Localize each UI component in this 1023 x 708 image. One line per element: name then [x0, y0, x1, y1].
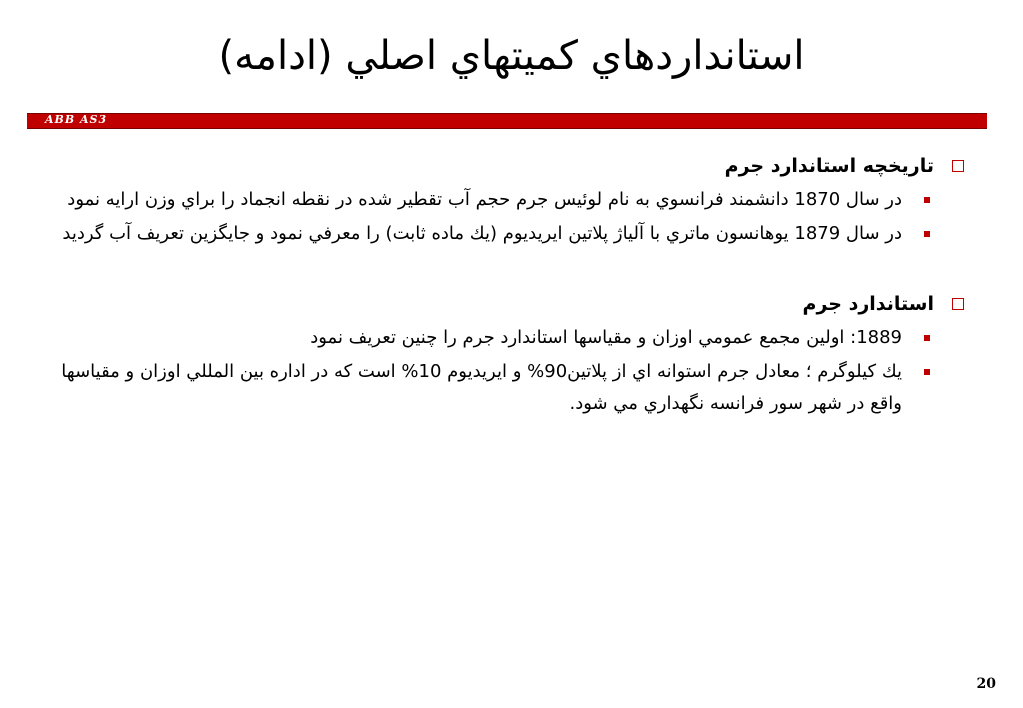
checkbox-icon [952, 298, 964, 310]
logo-text: ABB AS3 [45, 113, 108, 126]
checkbox-icon [952, 160, 964, 172]
list-item [40, 218, 970, 250]
section-mass-standard-history [40, 150, 970, 250]
list-item [40, 356, 970, 420]
section-heading [40, 288, 970, 320]
list-item-text: يك كيلوگرم ؛ معادل جرم استوانه اي از پلاتين90% و ايريديوم 10% است كه در اداره بين المللي اوزان و مقياسها واقع در شهر سور فرانسه نگهداري مي شود. [61, 361, 902, 414]
bullet-list [40, 184, 970, 250]
bullet-list [40, 322, 970, 420]
slide-title: استانداردهاي كميتهاي اصلي (ادامه) [218, 33, 805, 79]
list-item-text: 1889: اولين مجمع عمومي اوزان و مقياسها استاندارد جرم را چنين تعريف نمود [310, 327, 902, 348]
list-item [40, 184, 970, 216]
section-mass-standard [40, 288, 970, 420]
square-bullet-icon [924, 231, 930, 237]
slide-content [40, 150, 970, 458]
square-bullet-icon [924, 369, 930, 375]
page-number: 20 [976, 676, 996, 692]
list-item-text: در سال 1879 يوهانسون ماتري با آلياژ پلاتين ايريديوم (يك ماده ثابت) را معرفي نمود و جايگزين تعريف آب گرديد [62, 223, 902, 244]
square-bullet-icon [924, 197, 930, 203]
section-heading-text: تاريخچه استاندارد جرم [724, 155, 934, 177]
list-item [40, 322, 970, 354]
header-divider-bar [27, 113, 987, 129]
list-item-text: در سال 1870 دانشمند فرانسوي به نام لوئيس جرم حجم آب تقطير شده در نقطه انجماد را براي وزن ارايه نمود [67, 189, 902, 210]
section-heading [40, 150, 970, 182]
section-heading-text: استاندارد جرم [802, 293, 934, 315]
square-bullet-icon [924, 335, 930, 341]
